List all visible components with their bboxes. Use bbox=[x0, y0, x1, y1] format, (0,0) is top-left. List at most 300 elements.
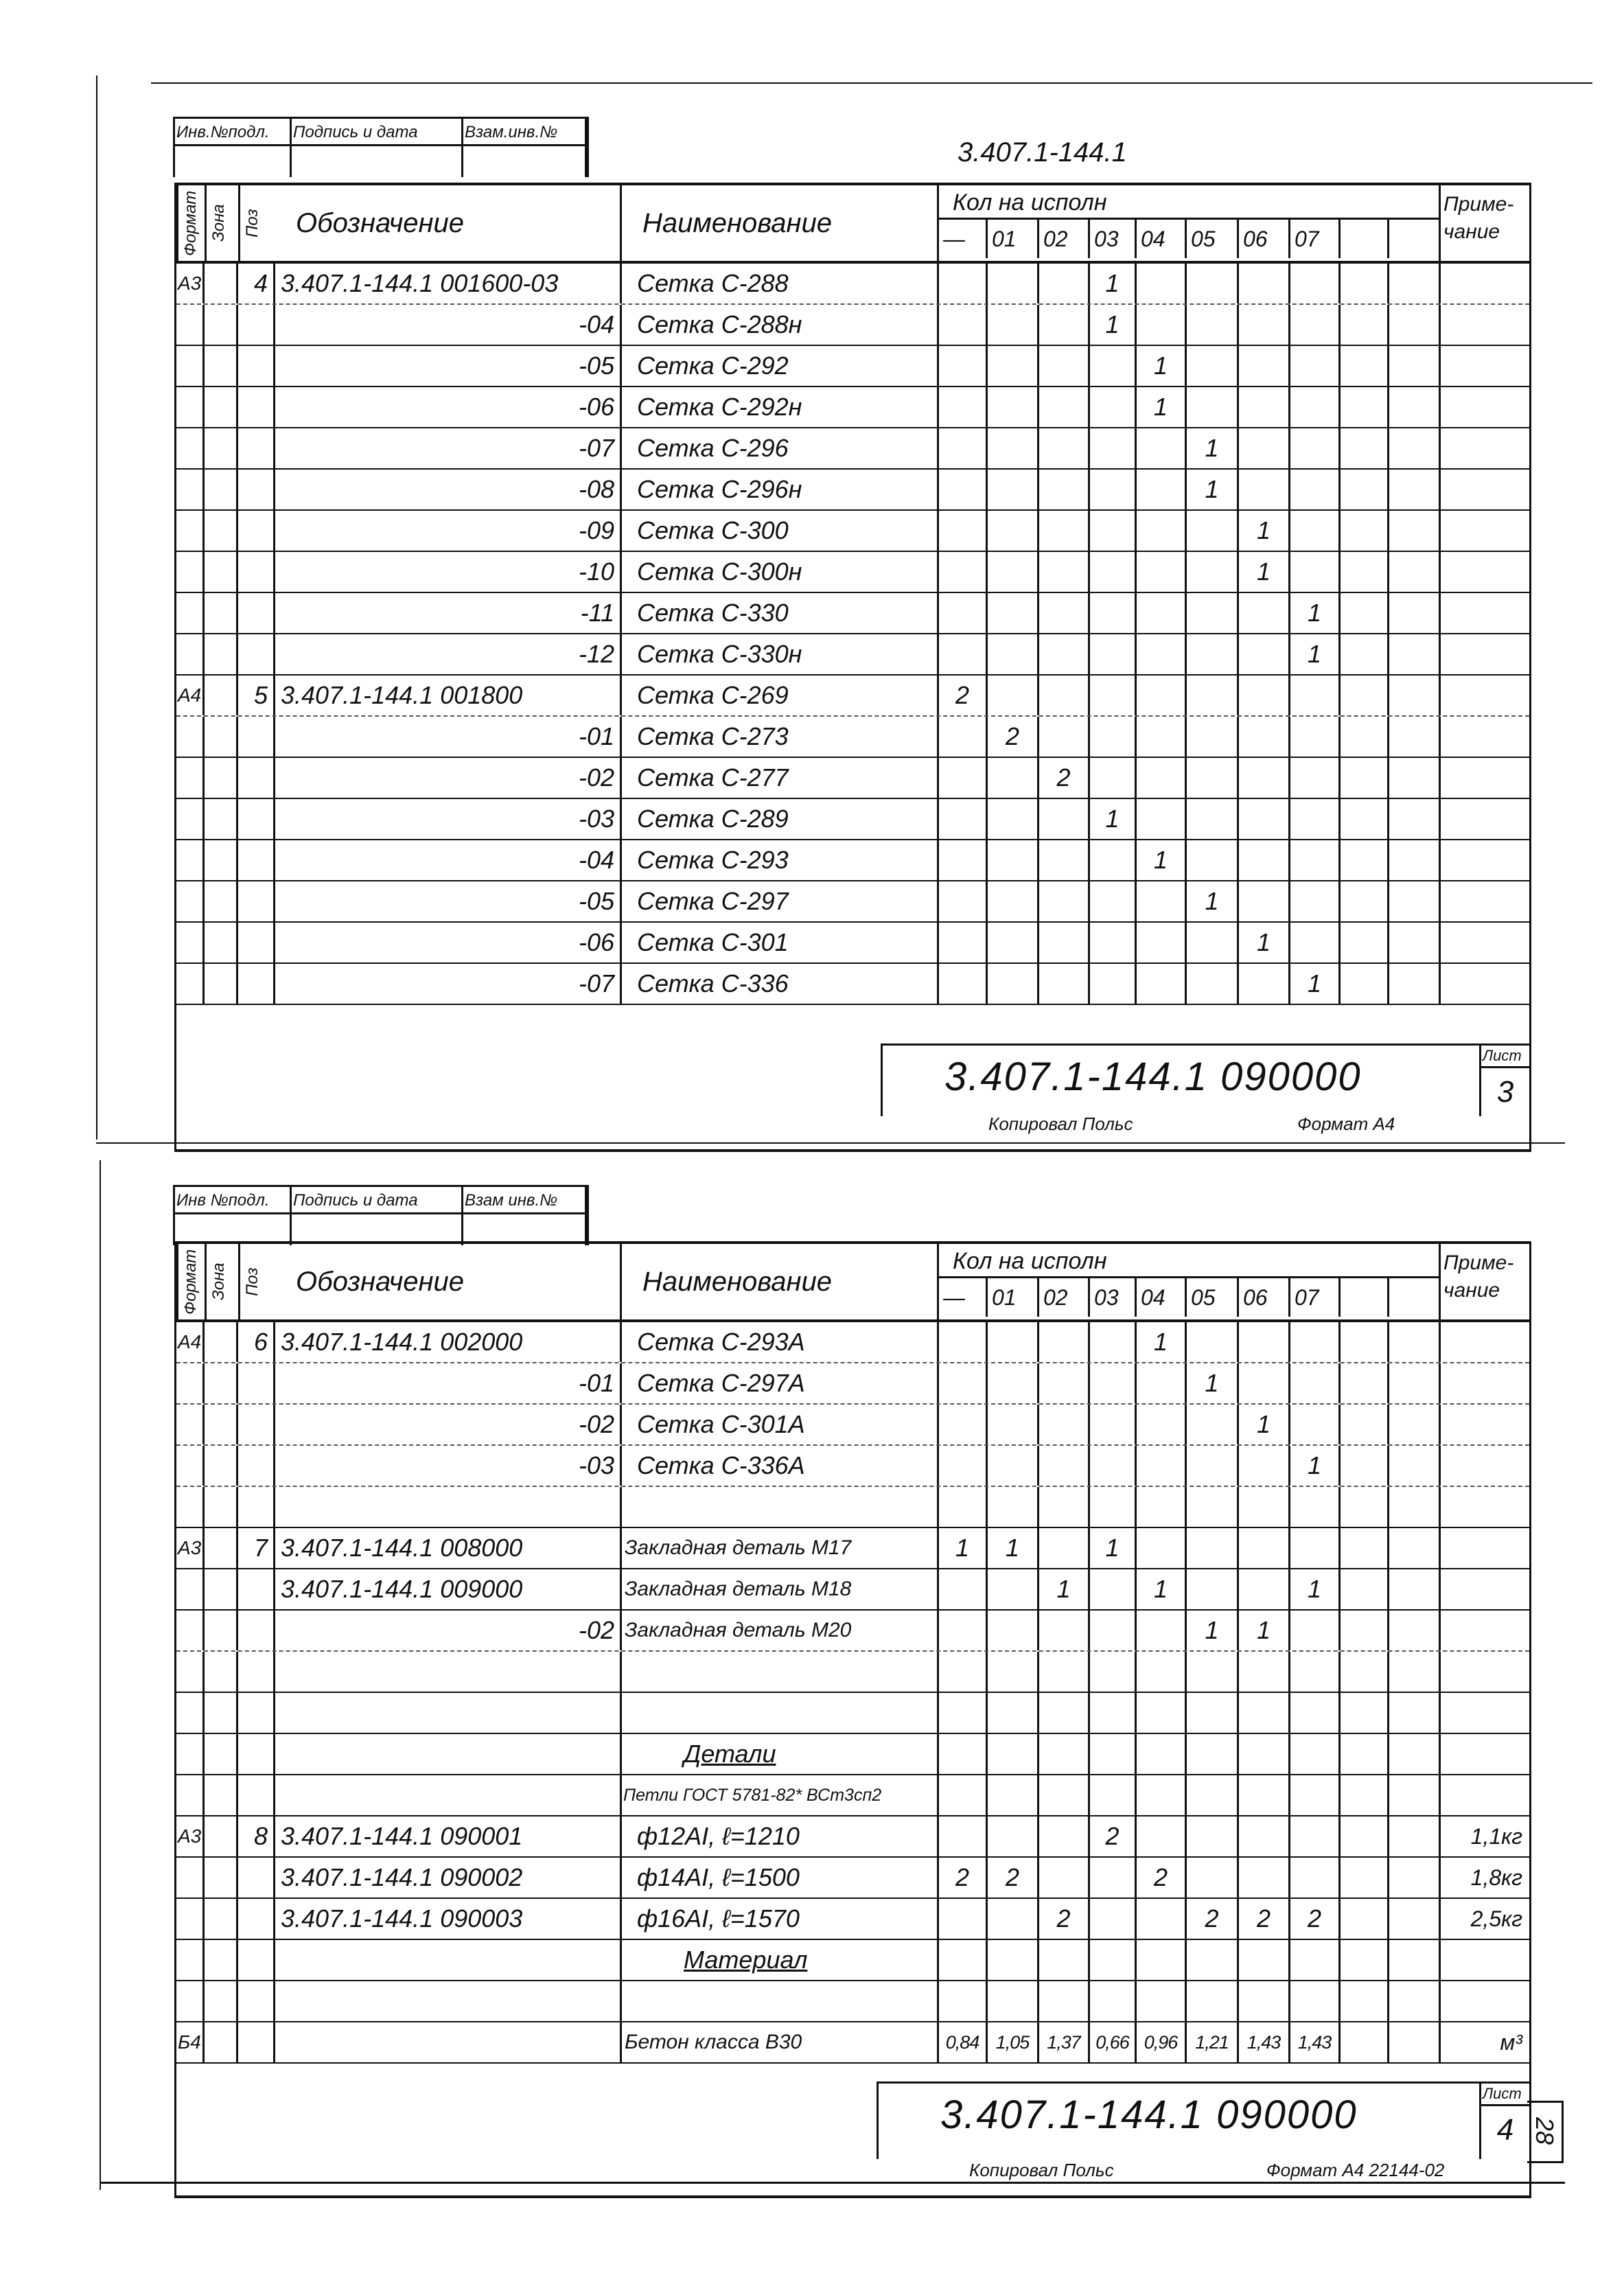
cell-pos bbox=[238, 1446, 275, 1486]
cell-qty bbox=[1389, 511, 1441, 551]
cell-qty bbox=[1239, 1569, 1290, 1609]
cell-zone bbox=[205, 1816, 238, 1856]
cell-format bbox=[176, 1775, 205, 1815]
cell-qty: 1 bbox=[1090, 305, 1137, 345]
table-row bbox=[176, 1611, 1529, 1652]
cell-zone bbox=[205, 428, 238, 468]
table-row bbox=[176, 676, 1529, 717]
cell-name bbox=[622, 1734, 939, 1774]
cell-qty bbox=[1341, 511, 1389, 551]
cell-qty bbox=[988, 1693, 1039, 1733]
cell-name bbox=[622, 1858, 939, 1897]
page-edge-line bbox=[151, 82, 1592, 84]
cell-note bbox=[1441, 264, 1529, 303]
table-row bbox=[176, 1446, 1529, 1487]
cell-qty: 1 bbox=[1137, 1322, 1187, 1362]
cell-qty bbox=[1090, 428, 1137, 468]
cell-pos bbox=[238, 1487, 275, 1527]
cell-format bbox=[176, 1611, 205, 1650]
cell-pos bbox=[238, 1940, 275, 1980]
cell-pos bbox=[238, 1899, 275, 1939]
cell-designation: 3.407.1-144.1 090003 bbox=[275, 1899, 622, 1939]
cell-qty bbox=[1090, 964, 1137, 1004]
cell-qty bbox=[1039, 1981, 1090, 2021]
cell-format bbox=[176, 634, 205, 674]
header-note: Приме-чание bbox=[1443, 193, 1514, 243]
cell-name bbox=[622, 387, 939, 427]
cell-qty bbox=[1090, 676, 1137, 715]
cell-format bbox=[176, 881, 205, 921]
cell-qty bbox=[1187, 717, 1239, 757]
cell-qty bbox=[1239, 634, 1290, 674]
sheet-label: Лист bbox=[1481, 1046, 1529, 1068]
cell-name bbox=[622, 264, 939, 303]
cell-pos bbox=[238, 305, 275, 345]
cell-format: А4 bbox=[176, 676, 205, 715]
cell-qty bbox=[1090, 1734, 1137, 1774]
cell-qty bbox=[1039, 1446, 1090, 1486]
stamp-label: Инв №подл. bbox=[175, 1187, 292, 1214]
cell-name bbox=[622, 1569, 939, 1609]
cell-qty bbox=[1090, 1693, 1137, 1733]
cell-qty bbox=[1137, 1940, 1187, 1980]
cell-name bbox=[622, 470, 939, 509]
cell-designation bbox=[275, 1775, 622, 1815]
cell-format bbox=[176, 1446, 205, 1486]
cell-qty bbox=[1090, 1775, 1137, 1815]
cell-zone bbox=[205, 1734, 238, 1774]
cell-qty bbox=[1039, 964, 1090, 1004]
cell-qty bbox=[1389, 1322, 1441, 1362]
cell-note bbox=[1441, 1775, 1529, 1815]
cell-note bbox=[1441, 923, 1529, 962]
cell-pos bbox=[238, 593, 275, 633]
cell-designation: -05 bbox=[275, 346, 622, 386]
cell-format bbox=[176, 1734, 205, 1774]
cell-pos bbox=[238, 840, 275, 880]
header-qty-col: 01 bbox=[988, 220, 1039, 258]
cell-pos bbox=[238, 881, 275, 921]
cell-note bbox=[1441, 1693, 1529, 1733]
cell-name bbox=[622, 1528, 939, 1568]
stamp-label: Подпись и дата bbox=[292, 1187, 463, 1214]
cell-name-text: Сетка С-301 bbox=[637, 928, 789, 956]
cell-name-text: Сетка С-330 bbox=[637, 599, 789, 627]
cell-qty bbox=[1290, 799, 1341, 839]
table-row bbox=[176, 840, 1529, 881]
cell-name-text: Сетка С-293 bbox=[637, 846, 789, 874]
cell-pos bbox=[238, 634, 275, 674]
cell-zone bbox=[205, 1611, 238, 1650]
cell-qty bbox=[1090, 1487, 1137, 1527]
cell-qty bbox=[1137, 1446, 1187, 1486]
cell-qty bbox=[1341, 2022, 1389, 2062]
cell-qty bbox=[1090, 923, 1137, 962]
cell-qty bbox=[1039, 634, 1090, 674]
top-code: 3.407.1-144.1 bbox=[958, 137, 1127, 168]
cell-qty bbox=[1341, 964, 1389, 1004]
table-row bbox=[176, 346, 1529, 387]
cell-zone bbox=[205, 1322, 238, 1362]
table-row bbox=[176, 1322, 1529, 1363]
cell-format bbox=[176, 840, 205, 880]
cell-qty bbox=[1389, 387, 1441, 427]
cell-qty: 1 bbox=[1137, 346, 1187, 386]
cell-qty bbox=[988, 1611, 1039, 1650]
header-qty bbox=[939, 185, 1441, 261]
cell-zone bbox=[205, 387, 238, 427]
cell-qty bbox=[988, 305, 1039, 345]
copied-by: Копировал Польс bbox=[988, 1114, 1133, 1134]
copied-by: Копировал Польс bbox=[969, 2160, 1114, 2180]
cell-qty bbox=[1137, 1652, 1187, 1692]
cell-qty bbox=[1341, 1858, 1389, 1897]
cell-designation: -12 bbox=[275, 634, 622, 674]
cell-name bbox=[622, 1487, 939, 1527]
document-code: 3.407.1-144.1 090000 bbox=[940, 2092, 1358, 2137]
cell-qty bbox=[988, 552, 1039, 592]
cell-name-text: Сетка С-292н bbox=[637, 393, 802, 421]
cell-qty bbox=[1090, 346, 1137, 386]
cell-qty: 1 bbox=[1290, 634, 1341, 674]
page-edge-line bbox=[96, 76, 97, 1140]
table-row bbox=[176, 1652, 1529, 1693]
cell-format bbox=[176, 1693, 205, 1733]
cell-note bbox=[1441, 758, 1529, 798]
header-qty bbox=[939, 1244, 1441, 1319]
cell-note bbox=[1441, 1611, 1529, 1650]
cell-qty bbox=[1187, 552, 1239, 592]
cell-zone bbox=[205, 1569, 238, 1609]
cell-qty bbox=[1389, 964, 1441, 1004]
cell-qty bbox=[1239, 881, 1290, 921]
cell-zone bbox=[205, 593, 238, 633]
cell-pos bbox=[238, 1693, 275, 1733]
cell-qty bbox=[1137, 552, 1187, 592]
table-row bbox=[176, 511, 1529, 552]
cell-note bbox=[1441, 305, 1529, 345]
cell-qty bbox=[939, 923, 988, 962]
cell-name-text: Сетка С-293А bbox=[637, 1328, 805, 1356]
cell-qty bbox=[1389, 1569, 1441, 1609]
cell-qty bbox=[1290, 1611, 1341, 1650]
cell-qty bbox=[988, 1652, 1039, 1692]
cell-note bbox=[1441, 676, 1529, 715]
cell-qty bbox=[988, 511, 1039, 551]
cell-qty bbox=[1290, 676, 1341, 715]
bottom-line bbox=[100, 2182, 1565, 2184]
cell-qty: 1 bbox=[1137, 1569, 1187, 1609]
cell-name-text: Закладная деталь М20 bbox=[625, 1619, 852, 1641]
cell-qty bbox=[1389, 717, 1441, 757]
header-qty-col: 04 bbox=[1137, 1278, 1187, 1317]
cell-qty bbox=[1341, 1775, 1389, 1815]
cell-name-text: Закладная деталь М17 bbox=[625, 1536, 852, 1559]
cell-zone bbox=[205, 264, 238, 303]
cell-zone bbox=[205, 1528, 238, 1568]
cell-name-text: Сетка С-336А bbox=[637, 1451, 805, 1479]
cell-qty bbox=[1290, 1405, 1341, 1444]
cell-qty bbox=[1187, 1775, 1239, 1815]
cell-zone bbox=[205, 1363, 238, 1403]
table-row bbox=[176, 1528, 1529, 1569]
cell-designation: -07 bbox=[275, 428, 622, 468]
cell-qty bbox=[939, 758, 988, 798]
cell-qty bbox=[1239, 1363, 1290, 1403]
cell-qty bbox=[1389, 1405, 1441, 1444]
cell-qty bbox=[1039, 1322, 1090, 1362]
cell-qty bbox=[1137, 923, 1187, 962]
cell-name bbox=[622, 1899, 939, 1939]
cell-qty bbox=[1389, 2022, 1441, 2062]
cell-qty bbox=[1187, 634, 1239, 674]
cell-name-text: Сетка С-288 bbox=[637, 269, 789, 297]
title-block bbox=[877, 2081, 1529, 2159]
header-note: Приме-чание bbox=[1443, 1251, 1514, 1302]
cell-qty: 2 bbox=[939, 676, 988, 715]
cell-qty bbox=[1187, 264, 1239, 303]
cell-qty bbox=[1239, 799, 1290, 839]
cell-name-text: Бетон класса В30 bbox=[625, 2031, 802, 2053]
cell-qty: 2 bbox=[1290, 1899, 1341, 1939]
cell-qty bbox=[939, 1363, 988, 1403]
cell-qty bbox=[1239, 1693, 1290, 1733]
cell-qty bbox=[1239, 387, 1290, 427]
header-qty-col: 06 bbox=[1239, 1278, 1290, 1317]
cell-designation: -01 bbox=[275, 1363, 622, 1403]
cell-qty: 2 bbox=[988, 1858, 1039, 1897]
cell-note bbox=[1441, 964, 1529, 1004]
cell-qty bbox=[1137, 964, 1187, 1004]
cell-name bbox=[622, 1322, 939, 1362]
cell-qty bbox=[1239, 964, 1290, 1004]
cell-designation bbox=[275, 1734, 622, 1774]
cell-qty bbox=[939, 1899, 988, 1939]
cell-pos bbox=[238, 428, 275, 468]
header-qty-col: 07 bbox=[1290, 220, 1341, 258]
cell-qty bbox=[1090, 758, 1137, 798]
cell-qty bbox=[1187, 1322, 1239, 1362]
cell-qty bbox=[1290, 470, 1341, 509]
cell-qty bbox=[1389, 1981, 1441, 2021]
cell-qty: 1 bbox=[1239, 923, 1290, 962]
header-format: Формат bbox=[176, 1244, 205, 1319]
cell-qty bbox=[1341, 634, 1389, 674]
cell-qty bbox=[1341, 1487, 1389, 1527]
header-qty-col bbox=[1389, 1278, 1441, 1317]
cell-name bbox=[622, 1611, 939, 1650]
table-row bbox=[176, 552, 1529, 593]
cell-qty bbox=[1137, 1528, 1187, 1568]
cell-zone bbox=[205, 1940, 238, 1980]
cell-format bbox=[176, 552, 205, 592]
cell-qty bbox=[1341, 552, 1389, 592]
cell-format bbox=[176, 717, 205, 757]
page-number-box bbox=[1527, 2101, 1564, 2163]
format-label: Формат А4 22144-02 bbox=[1266, 2160, 1445, 2180]
cell-qty bbox=[1187, 1652, 1239, 1692]
cell-designation: -06 bbox=[275, 387, 622, 427]
cell-qty bbox=[1090, 1569, 1137, 1609]
cell-qty bbox=[1090, 634, 1137, 674]
cell-qty bbox=[1090, 1652, 1137, 1692]
cell-qty bbox=[1137, 1734, 1187, 1774]
cell-name bbox=[622, 840, 939, 880]
cell-name-text: Сетка С-297 bbox=[637, 887, 789, 915]
cell-pos bbox=[238, 387, 275, 427]
cell-name-text: Закладная деталь М18 bbox=[625, 1578, 852, 1600]
cell-qty bbox=[1341, 1528, 1389, 1568]
cell-qty bbox=[1341, 264, 1389, 303]
header-qty-col: 03 bbox=[1090, 220, 1137, 258]
cell-pos bbox=[238, 1734, 275, 1774]
cell-qty bbox=[1239, 758, 1290, 798]
page-edge-line bbox=[100, 1160, 101, 2190]
cell-qty bbox=[1090, 1611, 1137, 1650]
cell-qty bbox=[1090, 511, 1137, 551]
cell-designation: -02 bbox=[275, 1611, 622, 1650]
cell-zone bbox=[205, 1858, 238, 1897]
cell-qty bbox=[1187, 1981, 1239, 2021]
cell-designation: -06 bbox=[275, 923, 622, 962]
cell-qty bbox=[1090, 1899, 1137, 1939]
table-row bbox=[176, 758, 1529, 799]
cell-zone bbox=[205, 2022, 238, 2062]
cell-qty: 1 bbox=[1239, 552, 1290, 592]
cell-qty bbox=[1039, 1858, 1090, 1897]
cell-qty: 1 bbox=[1239, 1405, 1290, 1444]
cell-qty bbox=[988, 428, 1039, 468]
cell-qty bbox=[1290, 840, 1341, 880]
cell-qty: 1 bbox=[1090, 799, 1137, 839]
cell-format bbox=[176, 1981, 205, 2021]
table-row bbox=[176, 1775, 1529, 1816]
cell-format: А3 bbox=[176, 1816, 205, 1856]
cell-designation bbox=[275, 1693, 622, 1733]
cell-qty bbox=[1290, 1652, 1341, 1692]
cell-pos bbox=[238, 1858, 275, 1897]
cell-qty bbox=[1039, 1816, 1090, 1856]
cell-note bbox=[1441, 511, 1529, 551]
cell-qty bbox=[1039, 387, 1090, 427]
header-qty-col: — bbox=[939, 220, 988, 258]
cell-qty bbox=[1239, 1775, 1290, 1815]
header-zone: Зона bbox=[205, 1244, 238, 1319]
cell-pos bbox=[238, 1569, 275, 1609]
cell-qty bbox=[939, 387, 988, 427]
cell-name bbox=[622, 634, 939, 674]
cell-qty bbox=[1389, 1487, 1441, 1527]
cell-name-text: Сетка С-269 bbox=[637, 681, 789, 709]
cell-qty bbox=[1039, 1487, 1090, 1527]
cell-zone bbox=[205, 1487, 238, 1527]
cell-designation bbox=[275, 1940, 622, 1980]
cell-qty bbox=[939, 1775, 988, 1815]
document-code: 3.407.1-144.1 090000 bbox=[944, 1054, 1362, 1099]
cell-name-text: ф12АI, ℓ=1210 bbox=[637, 1822, 800, 1850]
cell-qty: 1,37 bbox=[1039, 2022, 1090, 2062]
header-qty-col bbox=[1341, 220, 1389, 258]
cell-designation: -04 bbox=[275, 305, 622, 345]
cell-qty bbox=[1039, 552, 1090, 592]
cell-qty bbox=[939, 1652, 988, 1692]
cell-name bbox=[622, 593, 939, 633]
cell-qty bbox=[1341, 758, 1389, 798]
cell-qty bbox=[1187, 511, 1239, 551]
cell-name-text: Детали bbox=[684, 1740, 776, 1768]
cell-qty bbox=[1290, 1693, 1341, 1733]
cell-qty bbox=[1341, 1981, 1389, 2021]
cell-qty: 1 bbox=[1290, 1569, 1341, 1609]
cell-qty bbox=[1290, 511, 1341, 551]
header-zone: Зона bbox=[205, 185, 238, 261]
cell-qty bbox=[1187, 387, 1239, 427]
cell-qty bbox=[1389, 758, 1441, 798]
cell-qty bbox=[988, 1981, 1039, 2021]
cell-zone bbox=[205, 634, 238, 674]
cell-qty bbox=[1341, 1940, 1389, 1980]
cell-note bbox=[1441, 799, 1529, 839]
cell-qty bbox=[1039, 1775, 1090, 1815]
header-qty-col: — bbox=[939, 1278, 988, 1317]
cell-zone bbox=[205, 1981, 238, 2021]
cell-qty bbox=[1039, 346, 1090, 386]
cell-pos: 6 bbox=[238, 1322, 275, 1362]
cell-qty bbox=[939, 511, 988, 551]
cell-qty bbox=[1090, 387, 1137, 427]
table-row bbox=[176, 881, 1529, 923]
cell-qty bbox=[988, 881, 1039, 921]
cell-qty bbox=[1137, 305, 1187, 345]
cell-zone bbox=[205, 1652, 238, 1692]
cell-note bbox=[1441, 717, 1529, 757]
cell-note bbox=[1441, 346, 1529, 386]
cell-qty bbox=[1389, 1363, 1441, 1403]
page-number: 28 bbox=[1531, 2116, 1559, 2145]
cell-zone bbox=[205, 717, 238, 757]
cell-pos bbox=[238, 470, 275, 509]
cell-zone bbox=[205, 799, 238, 839]
cell-qty bbox=[1090, 1363, 1137, 1403]
cell-name-text: Сетка С-336 bbox=[637, 969, 789, 997]
cell-designation: -05 bbox=[275, 881, 622, 921]
cell-qty bbox=[1039, 1611, 1090, 1650]
cell-qty: 2 bbox=[988, 717, 1039, 757]
cell-qty bbox=[1137, 1611, 1187, 1650]
cell-pos bbox=[238, 1652, 275, 1692]
cell-qty bbox=[1290, 1940, 1341, 1980]
table-row bbox=[176, 799, 1529, 840]
cell-format bbox=[176, 1940, 205, 1980]
cell-qty bbox=[939, 634, 988, 674]
cell-qty bbox=[1137, 593, 1187, 633]
cell-qty bbox=[1137, 634, 1187, 674]
cell-qty bbox=[1290, 1487, 1341, 1527]
spec-table-sheet-4 bbox=[174, 1241, 1531, 2198]
cell-qty bbox=[1090, 1981, 1137, 2021]
approval-stamp bbox=[173, 1185, 589, 1245]
cell-qty bbox=[988, 1899, 1039, 1939]
cell-zone bbox=[205, 470, 238, 509]
table-row bbox=[176, 1405, 1529, 1446]
header-qty-col: 03 bbox=[1090, 1278, 1137, 1317]
cell-qty bbox=[1039, 1652, 1090, 1692]
cell-qty bbox=[1187, 1405, 1239, 1444]
cell-qty bbox=[1039, 264, 1090, 303]
cell-format: А3 bbox=[176, 264, 205, 303]
cell-qty bbox=[939, 1405, 988, 1444]
table-row bbox=[176, 470, 1529, 511]
